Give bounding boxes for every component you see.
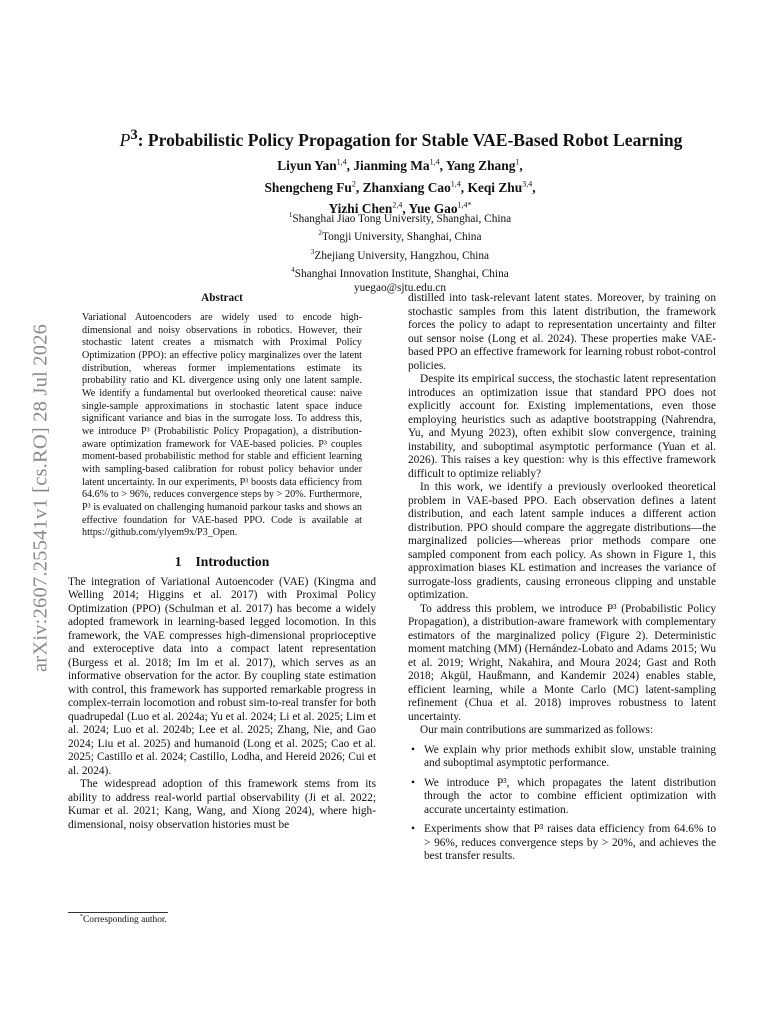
author-sep: , <box>355 179 363 195</box>
author <box>446 158 523 173</box>
author-sep: , <box>439 158 446 174</box>
author-affil-sup: 1,4 <box>429 158 440 167</box>
title-text: : Probabilistic Policy Propagation for Stable VAE-Based Robot Learning <box>137 129 683 150</box>
author-affil-sup: 1 <box>515 158 520 167</box>
abstract-text: Variational Autoencoders are widely used to encode high-dimensional and noisy observations in robotics. However, their stochastic latent creates a mismatch with Proximal Policy Optimization (PPO): an effective policy marginalizes over the latent distribution, whereas former implementations estimate its probability ratio and KL divergence using only one latent sample. We identify a fundamental but overlooked theoretical cause: naive single-sample approximations in stochastic latent space induce significant variance and bias in the surrogate loss. To address this, we introduce P³ (Probabilistic Policy Propagation), a distribution-aware optimization framework for VAE-based policies. P³ couples moment-based probabilistic method for stable and efficient learning with sampling-based calibration for robust policy behavior under latent uncertainty. In our experiments, P³ boosts data efficiency from 64.6% to > 96%, reduces convergence steps by > 20%. Furthermore, P³ is evaluated on challenging humanoid parkour tasks and shows an effective foundation for VAE-based PPO. Code is available at https://github.com/ylyem9x/P3_Open. <box>82 312 362 539</box>
bullet-icon: • <box>411 743 415 756</box>
arxiv-stamp: arXiv:2607.25541v1 [cs.RO] 28 Jul 2026 <box>29 323 52 672</box>
paper-title <box>60 124 742 151</box>
paragraph: To address this problem, we introduce P³ (Probabilistic Policy Propagation), a distribution-aware framework with complementary estimators of the marginalized policy (Figure 2). Deterministic moment matching (MM) (Hernández-Lobato and Adams 2015; Wu et al. 2019; Wright, Nakahira, and Moura 2024; Gast and Roth 2018; Akgül, Haußmann, and Kandemir 2024) enables stable, efficient learning, while a Monte Carlo (MC) latent-sampling refinement (Chua et al. 2018) improves robustness to latent uncertainty. <box>408 602 716 723</box>
affiliation <box>160 208 640 226</box>
affil-text: Tongji University, Shanghai, China <box>322 231 482 244</box>
affil-sup: 4 <box>291 266 295 275</box>
affil-text: Zhejiang University, Hangzhou, China <box>314 249 490 262</box>
footnote <box>80 914 167 925</box>
author-affil-sup: 1,4 <box>336 158 347 167</box>
author-name: Shengcheng Fu <box>264 179 352 195</box>
author <box>467 180 535 195</box>
email[interactable]: yuegao@sjtu.edu.cn <box>354 282 446 295</box>
affiliation <box>160 226 640 244</box>
abstract-heading: Abstract <box>201 292 243 304</box>
affiliations <box>160 208 640 296</box>
footnote-divider <box>68 912 168 913</box>
author-name: Yizhi Chen <box>328 201 393 217</box>
right-column <box>408 292 716 870</box>
list-item-text: Experiments show that P³ raises data efficiency from 64.6% to > 96%, reduces convergence steps by > 20%, and achieves the best transfer results. <box>424 823 716 862</box>
paragraph: distilled into task-relevant latent states. Moreover, by training on stochastic samples from this latent distribution, the framework forces the policy to adapt to representation uncertainty and filter out sensor noise (Long et al. 2024). These properties make VAE-based PPO an effective framework for learning robust robot-control policies. <box>408 292 716 372</box>
list-item-text: We introduce P³, which propagates the latent distribution through the actor to combine efficient optimization with accurate uncertainty estimation. <box>424 776 716 816</box>
author-sep: , <box>519 158 523 174</box>
title-symbol: P <box>119 129 131 150</box>
list-item-text: We explain why prior methods exhibit slow, unstable training and suboptimal asymptotic performance. <box>424 743 716 769</box>
affiliation <box>160 245 640 263</box>
paragraph: The integration of Variational Autoencoder (VAE) (Kingma and Welling 2014; Higgins et al. 2017) with Proximal Policy Optimization (PPO) (Schulman et al. 2017) has become a widely adopted framework in learning-based legged locomotion. In this framework, the VAE compresses high-dimensional proprioceptive and exteroceptive data into a compact latent representation (Burgess et al. 2018; Im Im et al. 2017), which serves as an informative observation for the actor. By coupling state estimation with control, this framework has supported remarkable progress in complex-terrain locomotion and robust sim-to-real transfer for both quadrupedal (Luo et al. 2024a; Yu et al. 2024; Li et al. 2025; Lim et al. 2024; Luo et al. 2024b; Lee et al. 2025; Zhang, Nie, and Gao 2024; Liu et al. 2025) and humanoid (Long et al. 2025; Cao et al. 2025; Castillo et al. 2024; Castillo, Lodha, and Hereid 2026; Cui et al. 2024). <box>68 575 376 777</box>
author-sep: , <box>460 179 468 195</box>
paragraph: The widespread adoption of this framework stems from its ability to address real-world partial observability (Ji et al. 2022; Kumar et al. 2021; Kang, Wang, and Xiong 2024), where high-dimensional, noisy observation histories must be <box>68 778 376 831</box>
bullet-icon: • <box>411 776 415 789</box>
section-title: Introduction <box>195 553 270 569</box>
list-item <box>408 823 716 864</box>
affil-sup: 2 <box>318 229 323 238</box>
author-affil-sup: 3,4 <box>522 179 533 189</box>
author-name: Liyun Yan <box>277 158 337 174</box>
author <box>363 180 468 195</box>
list-item <box>408 744 716 771</box>
author <box>353 158 445 173</box>
left-column <box>68 292 376 832</box>
paragraph: In this work, we identify a previously overlooked theoretical problem in VAE-based PPO. Each observation defines a latent distribution, and each latent sample induces a different action distribution. PPO should compare the aggregate distributions—the marginalized policies—whereas prior methods compare one sampled component from each policy. As shown in Figure 1, this approximation biases KL estimation and increases the variance of surrogate-loss gradients, causing erroneous clipping and unstable optimization. <box>408 481 716 601</box>
footnote-mark: * <box>80 914 83 920</box>
author-name: Zhanxiang Cao <box>362 179 451 195</box>
author-sep: , <box>532 179 536 195</box>
footnote-text: Corresponding author. <box>83 915 167 926</box>
section-heading <box>68 554 376 570</box>
paragraph: Our main contributions are summarized as follows: <box>420 724 654 736</box>
affil-text: Shanghai Jiao Tong University, Shanghai, China <box>292 212 512 225</box>
author-sep: , <box>402 201 409 217</box>
author-name: Yang Zhang <box>445 158 516 174</box>
author-affil-sup: 2 <box>351 179 356 189</box>
author-sep: , <box>346 158 354 174</box>
list-item <box>408 777 716 818</box>
author <box>277 158 353 173</box>
contribution-list <box>408 744 716 864</box>
author <box>264 180 362 195</box>
author-name: Keqi Zhu <box>467 179 523 195</box>
section-number: 1 <box>174 553 182 569</box>
affil-text: Shanghai Innovation Institute, Shanghai, China <box>294 267 509 280</box>
paragraph: Despite its empirical success, the stochastic latent representation introduces an optimization issue that standard PPO does not explicitly account for. Existing implementations, even those employing heuristics such as adaptive bootstrapping (Nahrendra, Yu, and Myung 2023), often exhibit slow convergence, training instability, and suboptimal asymptotic performance (Yuan et al. 2026). This raises a key question: why is this effective framework difficult to optimize reliably? <box>408 373 716 480</box>
author-affil-sup: 1,4 <box>450 179 461 189</box>
affiliation <box>160 263 640 281</box>
title-symbol-sup: 3 <box>130 127 138 143</box>
author-affil-sup: 1,4* <box>457 200 472 210</box>
affil-sup: 1 <box>288 211 293 219</box>
author-affil-sup: 2,4 <box>392 200 403 210</box>
affil-sup: 3 <box>310 247 315 256</box>
author-name: Jianming Ma <box>353 158 430 174</box>
author-name: Yue Gao <box>408 201 458 217</box>
bullet-icon: • <box>411 823 415 835</box>
